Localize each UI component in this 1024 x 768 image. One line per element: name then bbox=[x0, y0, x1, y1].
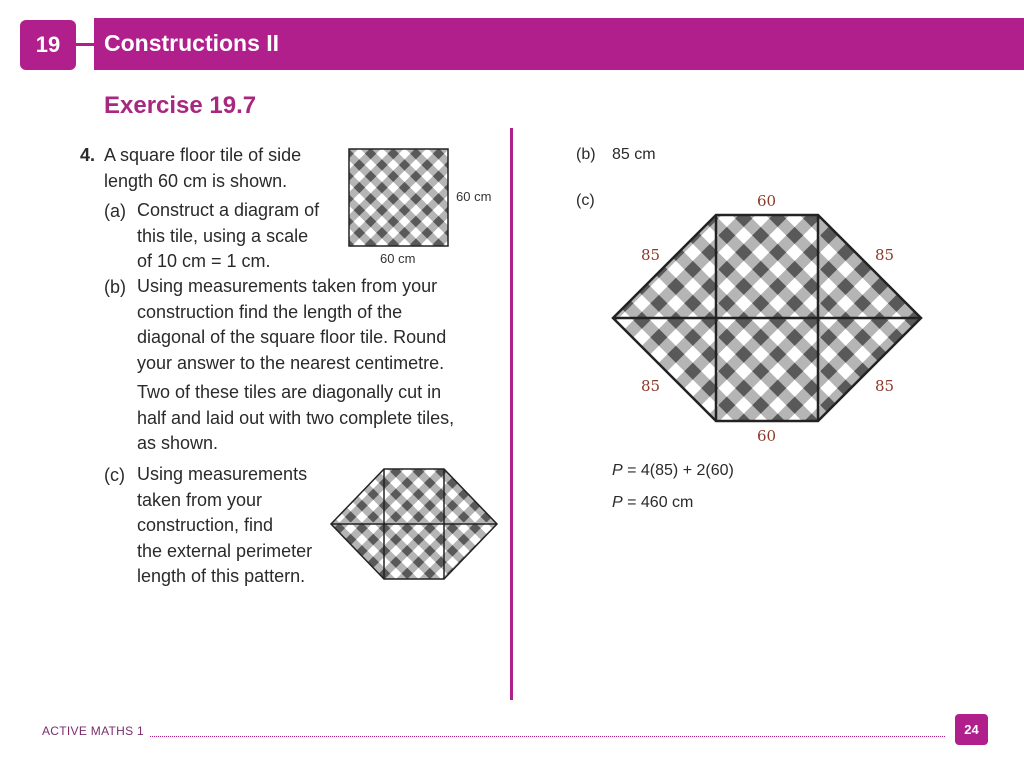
tile-pattern-diagram bbox=[328, 466, 500, 582]
question-intro-line: A square floor tile of side bbox=[104, 145, 302, 165]
chapter-number-badge: 19 bbox=[20, 20, 76, 70]
footer-dotted-rule bbox=[150, 736, 945, 737]
part-c-line: the external perimeter bbox=[137, 540, 313, 561]
equation-expression: = 460 cm bbox=[622, 494, 694, 511]
answer-b-value: 85 cm bbox=[612, 146, 656, 163]
part-a-label: (a) bbox=[104, 201, 126, 221]
part-c-line: Using measurements bbox=[137, 464, 308, 484]
bottom-length-label: 60 bbox=[757, 427, 777, 445]
question-intro-line: length 60 cm is shown. bbox=[104, 170, 288, 191]
part-a-line: Construct a diagram of bbox=[137, 200, 320, 220]
square-tile-diagram bbox=[348, 148, 450, 248]
equation-variable: P bbox=[612, 462, 623, 479]
part-a-line: this tile, using a scale bbox=[137, 225, 309, 246]
part-b-line: construction find the length of the bbox=[137, 301, 403, 322]
question-number: 4. bbox=[80, 145, 96, 165]
exercise-title: Exercise 19.7 bbox=[104, 92, 257, 119]
middle-line: as shown. bbox=[137, 433, 219, 453]
part-a-text bbox=[137, 198, 319, 275]
upper-left-length-label: 85 bbox=[641, 246, 661, 264]
middle-line: half and laid out with two complete tiles, bbox=[137, 407, 455, 428]
perimeter-result bbox=[612, 494, 693, 512]
answer-c-label: (c) bbox=[576, 192, 595, 209]
page-number: 24 bbox=[955, 714, 988, 745]
top-length-label: 60 bbox=[757, 192, 777, 210]
part-b-label: (b) bbox=[104, 277, 126, 297]
part-a-line: of 10 cm = 1 cm. bbox=[137, 251, 271, 271]
lower-right-length-label: 85 bbox=[875, 377, 895, 395]
answer-b-label: (b) bbox=[576, 146, 596, 163]
perimeter-equation bbox=[612, 462, 734, 480]
part-c-line: length of this pattern. bbox=[137, 566, 306, 586]
chapter-connector bbox=[76, 43, 94, 46]
part-b-text bbox=[137, 274, 446, 376]
column-divider bbox=[510, 128, 513, 700]
part-c-line: construction, find bbox=[137, 515, 274, 535]
equation-variable: P bbox=[612, 494, 623, 511]
part-b-line: diagonal of the square floor tile. Round bbox=[137, 327, 447, 347]
equation-expression: = 4(85) + 2(60) bbox=[622, 462, 734, 479]
lower-left-length-label: 85 bbox=[641, 377, 661, 395]
part-c-line: taken from your bbox=[137, 489, 263, 510]
part-b-line: your answer to the nearest centimetre. bbox=[137, 352, 445, 373]
book-title: ACTIVE MATHS 1 bbox=[42, 724, 144, 738]
question-intro bbox=[104, 143, 301, 194]
part-c-label: (c) bbox=[104, 465, 125, 485]
upper-right-length-label: 85 bbox=[875, 246, 895, 264]
part-b-line: Using measurements taken from your bbox=[137, 276, 438, 296]
tile-bottom-label: 60 cm bbox=[380, 251, 416, 266]
chapter-title: Constructions II bbox=[104, 30, 280, 56]
middle-text bbox=[137, 380, 454, 457]
middle-line: Two of these tiles are diagonally cut in bbox=[137, 382, 442, 402]
tile-side-label: 60 cm bbox=[456, 189, 492, 204]
part-c-text bbox=[137, 462, 312, 590]
